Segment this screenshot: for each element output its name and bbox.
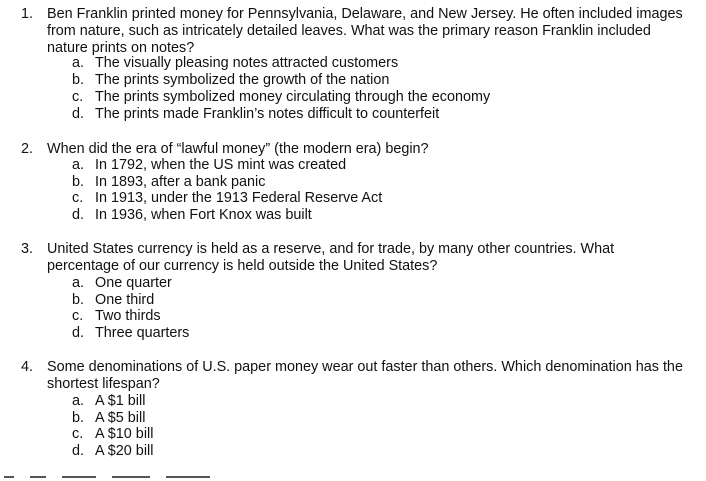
option-letter: d. (72, 207, 85, 223)
question-text: Ben Franklin printed money for Pennsylvania, Delaware, and New Jersey. He often included images from nature, such as intricately detailed leaves. What was the primary reason Franklin included nature prints on notes? (47, 6, 683, 56)
option-text: The prints symbolized money circulating through the economy (95, 89, 491, 105)
answer-option-d (0, 443, 620, 460)
option-letter: d. (72, 106, 85, 122)
cutoff-text-line (0, 475, 220, 481)
option-text: A $1 bill (95, 393, 146, 409)
question-text: United States currency is held as a reserve, and for trade, by many other countries. What percentage of our currency is held outside the United States? (47, 241, 615, 274)
answer-option-c (0, 308, 620, 325)
option-text: One third (95, 292, 155, 308)
option-text: Two thirds (95, 308, 161, 324)
answer-option-a (0, 157, 620, 174)
option-letter: b. (72, 72, 85, 88)
option-text: In 1913, under the 1913 Federal Reserve Act (95, 190, 383, 206)
answer-option-c (0, 426, 620, 443)
option-text: In 1936, when Fort Knox was built (95, 207, 312, 223)
answer-option-d (0, 207, 620, 224)
option-text: The visually pleasing notes attracted customers (95, 55, 399, 71)
option-letter: b. (72, 292, 85, 308)
answer-option-b (0, 174, 620, 191)
question-text: Some denominations of U.S. paper money wear out faster than others. Which denomination has the shortest lifespan? (47, 359, 683, 392)
option-letter: c. (72, 426, 84, 442)
option-letter: d. (72, 443, 85, 459)
option-text: In 1792, when the US mint was created (95, 157, 347, 173)
answer-option-b (0, 72, 620, 89)
option-text: The prints symbolized the growth of the nation (95, 72, 390, 88)
option-letter: c. (72, 308, 84, 324)
question-text: When did the era of “lawful money” (the modern era) begin? (47, 141, 429, 157)
question-number: 2. (21, 141, 34, 157)
option-letter: b. (72, 174, 85, 190)
question-number: 3. (21, 241, 34, 257)
option-letter: a. (72, 275, 85, 291)
answer-option-a (0, 393, 620, 410)
option-text: In 1893, after a bank panic (95, 174, 266, 190)
option-letter: c. (72, 89, 84, 105)
answer-option-a (0, 275, 620, 292)
question-number: 1. (21, 6, 34, 22)
answer-option-d (0, 106, 620, 123)
answer-option-a (0, 55, 620, 72)
option-text: Three quarters (95, 325, 190, 341)
option-text: A $5 bill (95, 410, 146, 426)
option-text: The prints made Franklin’s notes difficult to counterfeit (95, 106, 440, 122)
option-letter: a. (72, 157, 85, 173)
answer-option-c (0, 190, 620, 207)
option-text: A $10 bill (95, 426, 154, 442)
option-text: A $20 bill (95, 443, 154, 459)
answer-option-b (0, 410, 620, 427)
question-number: 4. (21, 359, 34, 375)
option-text: One quarter (95, 275, 172, 291)
option-letter: a. (72, 393, 85, 409)
option-letter: c. (72, 190, 84, 206)
answer-option-d (0, 325, 620, 342)
option-letter: a. (72, 55, 85, 71)
answer-option-b (0, 292, 620, 309)
option-letter: b. (72, 410, 85, 426)
option-letter: d. (72, 325, 85, 341)
answer-option-c (0, 89, 620, 106)
